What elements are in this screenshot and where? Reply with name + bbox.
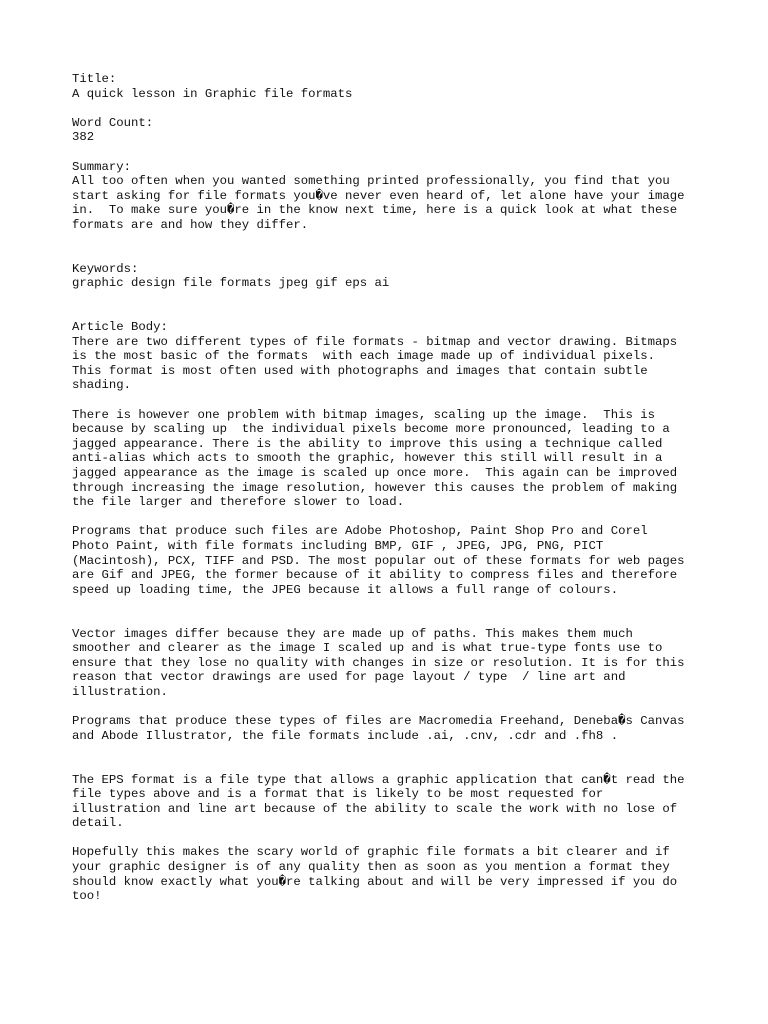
article-paragraph (72, 524, 732, 597)
paragraph-line: your graphic designer is of any quality then as soon as you mention a format they (72, 860, 670, 875)
paragraph-line: jagged appearance. There is the ability to improve this using a technique called (72, 436, 663, 451)
paragraph-line: illustration and line art because of the ability to scale the work with no lose of (72, 801, 678, 816)
summary-line: All too often when you wanted something printed professionally, you find that you (72, 174, 670, 189)
keywords-label: Keywords: (72, 261, 139, 276)
paragraph-line: anti-alias which acts to smooth the graphic, however this still will result in a (72, 451, 663, 466)
paragraph-line: the file larger and therefore slower to load. (72, 495, 405, 510)
paragraph-line: shading. (72, 378, 132, 393)
article-paragraph (72, 845, 732, 903)
paragraph-line: through increasing the image resolution, however this causes the problem of making (72, 480, 678, 495)
word-count-value: 382 (72, 130, 95, 145)
paragraph-line: speed up loading time, the JPEG because it allows a full range of colours. (72, 582, 619, 597)
word-count-label: Word Count: (72, 115, 154, 130)
paragraph-line: Photo Paint, with file formats including BMP, GIF , JPEG, JPG, PNG, PICT (72, 539, 604, 553)
article-paragraph (72, 627, 732, 700)
paragraph-line: should know exactly what you�re talking about and will be very impressed if you do (72, 874, 678, 889)
paragraph-line: file types above and is a format that is likely to be most requested for (72, 787, 604, 802)
summary-line: formats are and how they differ. (72, 217, 309, 232)
paragraph-line: reason that vector drawings are used for page layout / type / line art and (72, 670, 626, 685)
paragraph-line: jagged appearance as the image is scaled up once more. This again can be improved (72, 466, 678, 481)
article-body-label: Article Body: (72, 320, 168, 335)
paragraph-line: and Abode Illustrator, the file formats include .ai, .cnv, .cdr and .fh8 . (72, 728, 619, 743)
paragraph-line: (Macintosh), PCX, TIFF and PSD. The most popular out of these formats for web pages (72, 553, 685, 568)
paragraph-line: The EPS format is a file type that allows a graphic application that can�t read the (72, 772, 685, 787)
paragraph-line: There are two different types of file formats - bitmap and vector drawing. Bitmaps (72, 334, 678, 349)
keywords-section (72, 262, 732, 291)
keywords-value: graphic design file formats jpeg gif eps ai (72, 276, 390, 291)
paragraph-line: is the most basic of the formats with each image made up of individual pixels. (72, 349, 655, 364)
summary-label: Summary: (72, 159, 132, 174)
paragraph-line: smoother and clearer as the image I scaled up and is what true-type fonts use to (72, 641, 663, 656)
title-section (72, 72, 732, 101)
paragraph-line: detail. (72, 816, 124, 831)
article-paragraph (72, 773, 732, 831)
paragraph-line: This format is most often used with photographs and images that contain subtle (72, 363, 648, 378)
paragraph-line: illustration. (72, 684, 168, 699)
paragraph-line: Programs that produce such files are Adobe Photoshop, Paint Shop Pro and Corel (72, 524, 648, 539)
summary-line: start asking for file formats you�ve never even heard of, let alone have your image (72, 188, 685, 203)
word-count-section (72, 116, 732, 145)
article-paragraph (72, 408, 732, 510)
paragraph-line: are Gif and JPEG, the former because of it ability to compress files and therefore (72, 568, 678, 583)
paragraph-line: Programs that produce these types of files are Macromedia Freehand, Deneba�s Canvas (72, 714, 685, 729)
document-page (72, 72, 732, 904)
paragraph-line: because by scaling up the individual pixels become more pronounced, leading to a (72, 422, 670, 437)
paragraph-line: Hopefully this makes the scary world of graphic file formats a bit clearer and if (72, 845, 670, 860)
paragraph-line: too! (72, 889, 102, 904)
document-title: A quick lesson in Graphic file formats (72, 86, 353, 101)
paragraph-line: Vector images differ because they are made up of paths. This makes them much (72, 626, 633, 641)
article-body (72, 320, 732, 904)
title-label: Title: (72, 72, 117, 86)
summary-line: in. To make sure you�re in the know next time, here is a quick look at what these (72, 203, 678, 218)
paragraph-line: ensure that they lose no quality with changes in size or resolution. It is for this (72, 655, 685, 670)
paragraph-line: There is however one problem with bitmap images, scaling up the image. This is (72, 407, 655, 422)
article-paragraph (72, 714, 732, 743)
article-paragraph (72, 335, 732, 393)
summary-section (72, 160, 732, 233)
